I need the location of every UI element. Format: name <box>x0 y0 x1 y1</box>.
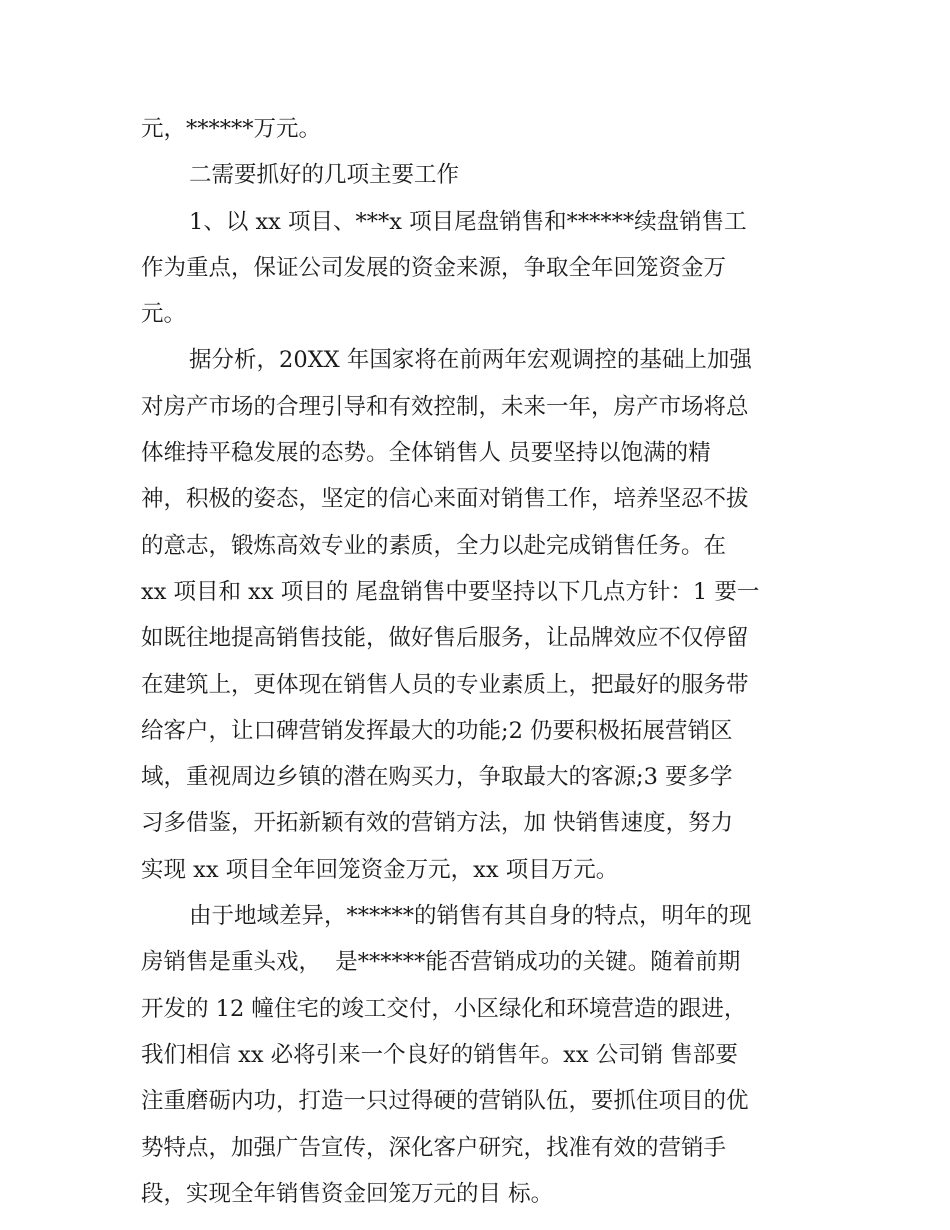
text-line: 元，******万元。 <box>141 116 322 142</box>
text-line: 元。 <box>141 301 187 328</box>
text-line: xx 项目和 xx 项目的 尾盘销售中要坚持以下几点方针：1 要一 <box>141 578 760 605</box>
text-line: 作为重点，保证公司发展的资金来源，争取全年回笼资金万 <box>141 254 727 281</box>
text-line: 的意志，锻炼高效专业的素质，全力以赴完成销售任务。在 <box>141 532 727 559</box>
document-body <box>141 106 817 1217</box>
text-line: 体维持平稳发展的态势。全体销售人 员要坚持以饱满的精 <box>141 440 711 467</box>
text-line: 如既往地提高销售技能，做好售后服务，让品牌效应不仅停留 <box>141 625 749 652</box>
text-line: 二需要抓好的几项主要工作 <box>189 162 460 189</box>
text-line: 开发的 12 幢住宅的竣工交付，小区绿化和环境营造的跟进， <box>141 995 747 1022</box>
text-line: 据分析，20XX 年国家将在前两年宏观调控的基础上加强 <box>189 347 752 374</box>
text-line: 段，实现全年销售资金回笼万元的目 标。 <box>141 1180 554 1207</box>
text-line: 注重磨砺内功，打造一只过得硬的营销队伍，要抓住项目的优 <box>141 1088 749 1115</box>
text-line: 我们相信 xx 必将引来一个良好的销售年。xx 公司销 售部要 <box>141 1041 738 1068</box>
text-line: 习多借鉴，开拓新颖有效的营销方法，加 快销售速度，努力 <box>141 810 734 837</box>
text-line: 在建筑上，更体现在销售人员的专业素质上，把最好的服务带 <box>141 671 749 698</box>
text-line: 势特点，加强广告宣传，深化客户研究，找准有效的营销手 <box>141 1134 727 1161</box>
text-line: 域，重视周边乡镇的潜在购买力，争取最大的客源;3 要多学 <box>141 764 733 791</box>
text-line: 由于地域差异，******的销售有其自身的特点，明年的现 <box>189 903 752 930</box>
text-line: 实现 xx 项目全年回笼资金万元，xx 项目万元。 <box>141 856 619 883</box>
text-line: 神，积极的姿态，坚定的信心来面对销售工作，培养坚忍不拔 <box>141 486 749 513</box>
text-line: 对房产市场的合理引导和有效控制，未来一年，房产市场将总 <box>141 393 749 420</box>
text-line: 1、以 xx 项目、***x 项目尾盘销售和******续盘销售工 <box>189 208 747 235</box>
text-line: 给客户，让口碑营销发挥最大的功能;2 仍要积极拓展营销区 <box>141 717 733 744</box>
text-line: 房销售是重头戏， 是******能否营销成功的关键。随着前期 <box>141 949 741 976</box>
